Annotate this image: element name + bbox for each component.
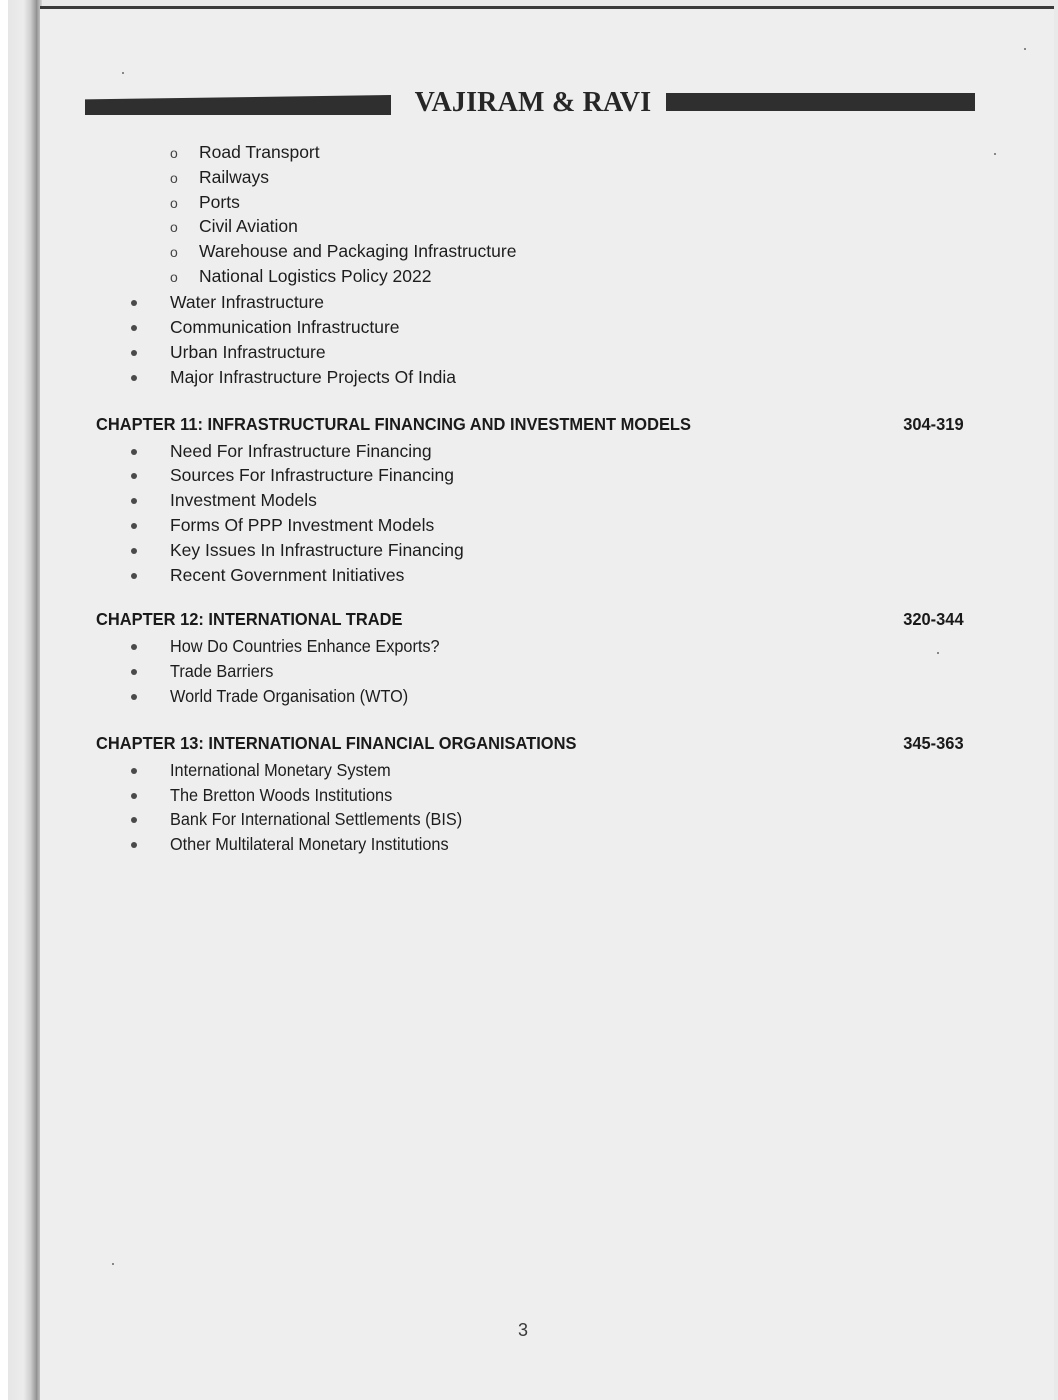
list-item-label: National Logistics Policy 2022 <box>199 265 432 286</box>
list-item-label: Investment Models <box>170 490 317 511</box>
list-item <box>96 783 966 808</box>
circle-bullet-icon: o <box>170 194 178 211</box>
bullet-dot-icon <box>131 449 137 455</box>
chapter-page-range: 320-344 <box>903 609 964 630</box>
list-item-label: Recent Government Initiatives <box>170 564 405 585</box>
scan-speck <box>1024 48 1026 50</box>
list-item <box>96 463 966 488</box>
list-item <box>96 315 966 340</box>
list-item <box>96 807 966 832</box>
intro-sub-list <box>96 140 966 289</box>
list-item-label: Urban Infrastructure <box>170 341 326 362</box>
scan-speck <box>937 652 939 654</box>
list-item-label: Major Infrastructure Projects Of India <box>170 366 456 387</box>
bullet-dot-icon <box>131 644 137 650</box>
list-item <box>96 832 966 857</box>
list-item-label: International Monetary System <box>170 759 391 780</box>
bullet-dot-icon <box>131 473 137 479</box>
list-item <box>96 340 966 365</box>
list-item-label: How Do Countries Enhance Exports? <box>170 636 440 657</box>
list-item <box>96 538 966 563</box>
chapter-page-range: 345-363 <box>903 732 964 753</box>
scan-speck <box>112 1263 114 1265</box>
scan-speck <box>122 72 124 74</box>
list-item-label: Forms Of PPP Investment Models <box>170 514 435 535</box>
circle-bullet-icon: o <box>170 219 178 236</box>
list-item-label: Warehouse and Packaging Infrastructure <box>199 241 517 262</box>
list-item-label: Civil Aviation <box>199 216 298 237</box>
list-item-label: Water Infrastructure <box>170 292 324 313</box>
list-item <box>96 684 966 709</box>
scan-edge <box>0 0 8 1400</box>
chapter-title: CHAPTER 11: INFRASTRUCTURAL FINANCING AND INVESTMENT MODELS <box>96 413 691 434</box>
list-item <box>96 488 966 513</box>
circle-bullet-icon: o <box>170 145 178 161</box>
list-item-label: Other Multilateral Monetary Institutions <box>170 834 449 855</box>
chapter-11-topics <box>96 439 966 588</box>
bullet-dot-icon <box>131 523 137 529</box>
circle-bullet-icon: o <box>170 169 178 186</box>
chapter-title: CHAPTER 12: INTERNATIONAL TRADE <box>96 609 403 630</box>
chapter-13-heading <box>96 731 966 755</box>
list-item-label: Need For Infrastructure Financing <box>170 440 432 461</box>
chapter-12-heading <box>96 607 966 631</box>
bullet-dot-icon <box>131 300 137 306</box>
list-item-label: Communication Infrastructure <box>170 317 400 338</box>
brand-title: VAJIRAM & RAVI <box>414 87 652 118</box>
page-number: 3 <box>518 1320 529 1340</box>
chapter-12-topics <box>96 634 966 708</box>
circle-bullet-icon: o <box>170 268 178 285</box>
bullet-dot-icon <box>131 817 137 823</box>
list-item <box>96 563 966 588</box>
list-item <box>96 239 966 264</box>
table-of-contents <box>96 140 966 857</box>
list-item <box>96 214 966 239</box>
list-item-label: Road Transport <box>199 142 320 162</box>
list-item <box>96 190 966 215</box>
chapter-13-topics <box>96 758 966 857</box>
bullet-dot-icon <box>131 325 137 331</box>
bullet-dot-icon <box>131 498 137 504</box>
list-item <box>96 439 966 464</box>
list-item-label: Ports <box>199 191 240 212</box>
list-item <box>96 365 966 390</box>
bullet-dot-icon <box>131 694 137 700</box>
chapter-11-heading <box>96 412 966 436</box>
list-item-label: World Trade Organisation (WTO) <box>170 685 409 706</box>
list-item-label: Key Issues In Infrastructure Financing <box>170 539 464 560</box>
list-item-label: Bank For International Settlements (BIS) <box>170 809 463 830</box>
bullet-dot-icon <box>131 793 137 799</box>
bullet-dot-icon <box>131 350 137 356</box>
bullet-dot-icon <box>131 548 137 554</box>
list-item-label: Sources For Infrastructure Financing <box>170 465 455 486</box>
circle-bullet-icon: o <box>170 244 178 261</box>
list-item <box>96 659 966 684</box>
chapter-page-range: 304-319 <box>903 413 964 434</box>
list-item <box>96 513 966 538</box>
list-item <box>96 165 966 190</box>
bullet-dot-icon <box>131 842 137 848</box>
page-header <box>85 86 975 120</box>
list-item <box>96 264 966 289</box>
list-item-label: The Bretton Woods Institutions <box>170 784 393 805</box>
list-item <box>96 290 966 315</box>
list-item <box>96 758 966 783</box>
book-binding <box>8 0 36 1400</box>
bullet-dot-icon <box>131 573 137 579</box>
list-item <box>96 140 966 165</box>
bullet-dot-icon <box>131 669 137 675</box>
header-bar-right <box>666 93 975 111</box>
chapter-title: CHAPTER 13: INTERNATIONAL FINANCIAL ORGANISATIONS <box>96 732 577 753</box>
bullet-dot-icon <box>131 768 137 774</box>
list-item <box>96 634 966 659</box>
bullet-dot-icon <box>131 375 137 381</box>
scan-speck <box>994 153 996 155</box>
list-item-label: Trade Barriers <box>170 661 274 682</box>
intro-list <box>96 290 966 389</box>
header-bar-left <box>85 95 391 115</box>
list-item-label: Railways <box>199 166 270 187</box>
